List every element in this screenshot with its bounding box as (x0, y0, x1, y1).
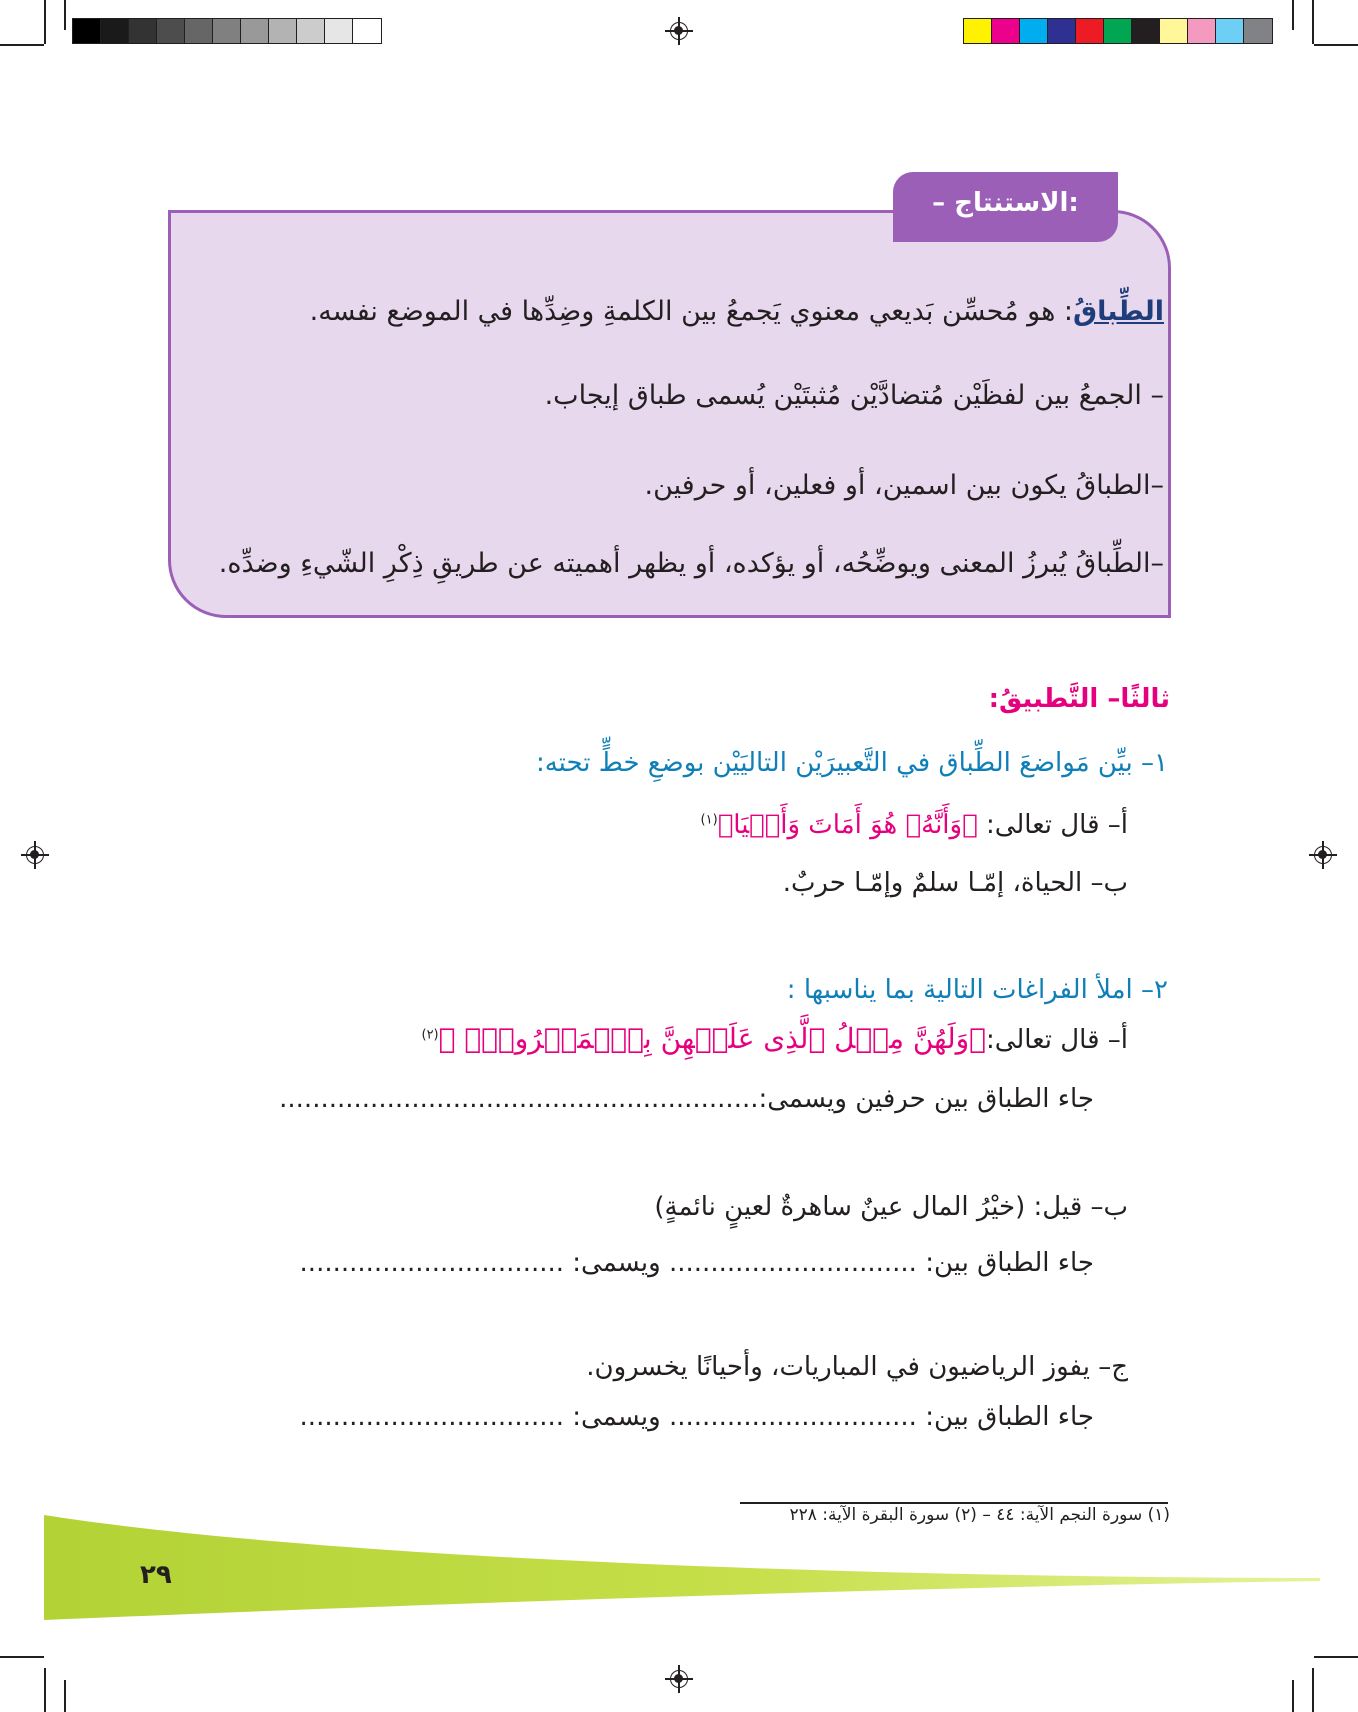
crop-mark-tl-h (0, 44, 44, 46)
gray-swatch-4 (157, 19, 185, 43)
footer-green-band (0, 1515, 1320, 1620)
gray-swatch-1 (73, 19, 101, 43)
crop-mark-tr-h (1314, 44, 1358, 46)
color-swatch-3 (1020, 19, 1048, 43)
q1-a-footnote-ref: (١) (700, 812, 718, 828)
crop-mark-tr-v (1312, 0, 1314, 44)
q1-item-b: ب– الحياة، إمّـا سلمٌ وإمّـا حربٌ. (782, 868, 1128, 898)
crop-mark-tr-v2 (1292, 0, 1294, 30)
crop-mark-br-v (1312, 1668, 1314, 1712)
gray-swatch-2 (101, 19, 129, 43)
page-number: ٢٩ (140, 1560, 172, 1590)
grayscale-color-bar (72, 18, 382, 44)
footnote-rule (740, 1502, 1168, 1504)
q2-a-verse: ﴿وَلَهُنَّ مِثۡلُ ٱلَّذِى عَلَيۡهِنَّ بِٱلۡمَعۡرُوفِۚ ﴾ (438, 1022, 986, 1055)
application-title: ثالثًا– التَّطبيقُ: (988, 684, 1170, 714)
footnote: (١) سورة النجم الآية: ٤٤ – (٢) سورة البقرة الآية: ٢٢٨ (789, 1505, 1170, 1525)
crop-mark-br-v2 (1292, 1680, 1294, 1712)
term-tibaq: الطِّباقُ (1073, 296, 1164, 327)
q1-a-verse: ﴿وَأَنَّهُۥ هُوَ أَمَاتَ وَأَحۡيَا﴾ (717, 810, 978, 840)
gray-swatch-8 (269, 19, 297, 43)
gray-swatch-6 (213, 19, 241, 43)
q2-c-fill-line: جاء الطباق بين: .............................. ويسمى: ................................ (299, 1402, 1094, 1432)
definition-text: : هو مُحسِّن بَديعي معنوي يَجمعُ بين الكلمةِ وضِدِّها في الموضع نفسه. (309, 296, 1073, 327)
q2-a-prefix: أ– قال تعالى: (985, 1025, 1128, 1055)
gray-swatch-9 (297, 19, 325, 43)
registration-mark-right (1314, 846, 1332, 864)
q1-a-prefix: أ– قال تعالى: (977, 810, 1128, 840)
crop-mark-br-h (1314, 1656, 1358, 1658)
gray-swatch-3 (129, 19, 157, 43)
color-swatch-11 (1244, 19, 1272, 43)
conclusion-point-3: –الطِّباقُ يُبرزُ المعنى ويوضِّحُه، أو يؤكده، أو يظهر أهميته عن طريقِ ذِكْرِ الشّيءِ وضدِّه. (218, 548, 1164, 579)
q2-b-fill-line: جاء الطباق بين: .............................. ويسمى: ................................ (299, 1248, 1094, 1278)
q2-a-footnote-ref: (٢) (421, 1027, 439, 1043)
q2-prompt: ٢– املأ الفراغات التالية بما يناسبها : (786, 975, 1168, 1005)
color-swatch-10 (1216, 19, 1244, 43)
q1-prompt: ١– بيِّن مَواضعَ الطِّباق في التَّعبيرَيْن التاليَيْن بوضعِ خطٍّ تحته: (535, 748, 1168, 778)
crop-mark-bl-v (44, 1668, 46, 1712)
crop-mark-tl-v (44, 0, 46, 44)
crop-mark-bl-v2 (64, 1680, 66, 1712)
q2-item-c: ج– يفوز الرياضيون في المباريات، وأحيانًا يخسرون. (586, 1352, 1128, 1382)
crop-mark-bl-h (0, 1656, 44, 1658)
color-swatch-6 (1104, 19, 1132, 43)
color-swatch-7 (1132, 19, 1160, 43)
gray-swatch-5 (185, 19, 213, 43)
color-swatch-9 (1188, 19, 1216, 43)
color-swatch-5 (1076, 19, 1104, 43)
color-swatch-1 (964, 19, 992, 43)
registration-mark-top (670, 22, 688, 40)
q2-a-fill-line: جاء الطباق بين حرفين ويسمى:.......................................................... (279, 1084, 1094, 1114)
crop-mark-tl-v2 (64, 0, 66, 30)
gray-swatch-7 (241, 19, 269, 43)
conclusion-tab: – الاستنتاج: (893, 172, 1118, 242)
conclusion-definition (310, 296, 1164, 327)
q1-item-a (701, 810, 1128, 840)
color-swatch-8 (1160, 19, 1188, 43)
process-color-bar (963, 18, 1273, 44)
registration-mark-bottom (670, 1670, 688, 1688)
conclusion-point-2: –الطباقُ يكون بين اسمين، أو فعلين، أو حرفين. (644, 470, 1164, 501)
color-swatch-4 (1048, 19, 1076, 43)
q2-item-a (421, 1022, 1128, 1055)
gray-swatch-11 (353, 19, 381, 43)
q2-item-b: ب– قيل: (خيْرُ المال عينٌ ساهرةٌ لعينٍ نائمةٍ) (654, 1192, 1128, 1222)
registration-mark-left (26, 846, 44, 864)
gray-swatch-10 (325, 19, 353, 43)
color-swatch-2 (992, 19, 1020, 43)
conclusion-point-1: – الجمعُ بين لفظَيْن مُتضادَّيْن مُثبتَيْن يُسمى طباق إيجاب. (544, 380, 1164, 411)
